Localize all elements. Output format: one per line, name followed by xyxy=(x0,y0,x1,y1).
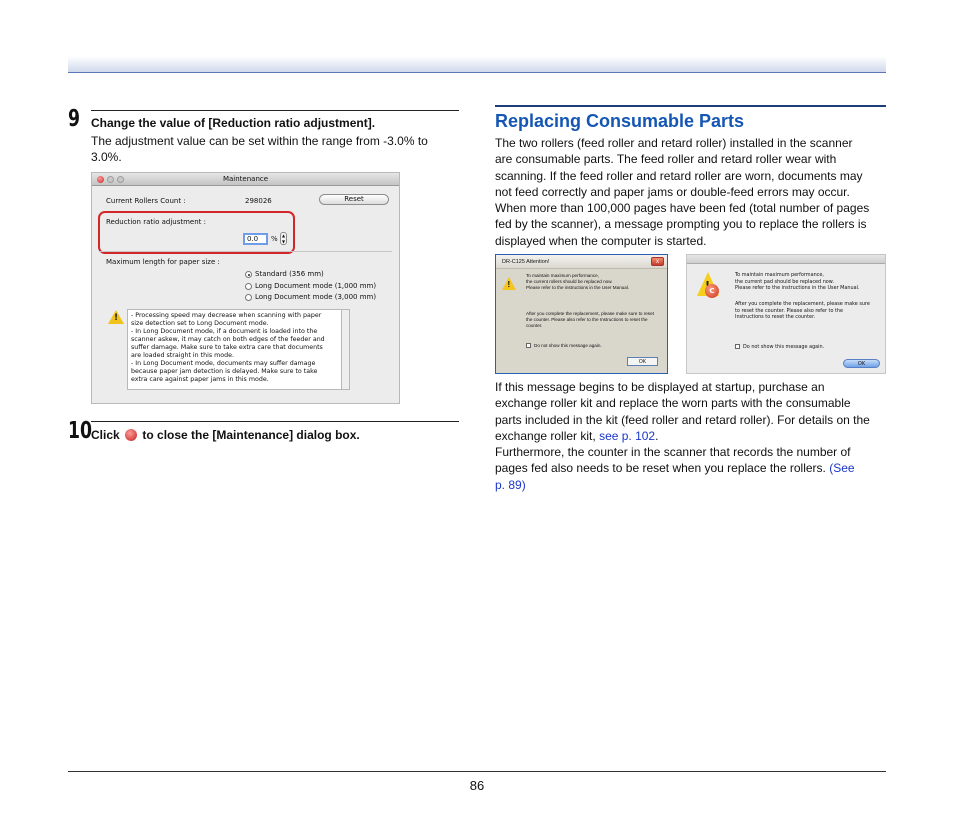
mac-message-1: To maintain maximum performance, the current pad should be replaced now. Please refer to the instructions in the User Manual. xyxy=(735,272,860,291)
option-standard: Standard (356 mm) xyxy=(255,270,324,278)
step-10-number: 10 xyxy=(68,418,93,444)
header-band xyxy=(68,56,886,73)
link-see-p89[interactable]: (See xyxy=(829,461,855,476)
ok-button[interactable]: OK xyxy=(843,359,880,368)
step-10-title: Click to close the [Maintenance] dialog box. xyxy=(91,428,360,442)
link-see-p102[interactable]: see p. 102 xyxy=(599,428,656,443)
scanner-app-icon: C xyxy=(705,284,719,298)
step-10-rule xyxy=(91,421,459,422)
close-icon[interactable]: x xyxy=(651,257,664,266)
step-9-number: 9 xyxy=(68,106,81,132)
windows-attention-dialog xyxy=(495,254,668,374)
warning-icon: ! xyxy=(502,277,516,290)
step-9-body: The adjustment value can be set within the range from -3.0% to 3.0%. xyxy=(91,134,428,165)
dont-show-label: Do not show this message again. xyxy=(743,344,825,350)
step-9-rule xyxy=(91,110,459,111)
ratio-stepper[interactable]: ▲ ▼ xyxy=(281,233,286,244)
purchase-paragraph: If this message begins to be displayed at startup, purchase an exchange roller kit and replace the worn parts with the consumable parts included in the kit (feed roller and retard roller). For details on the exchange roller kit, see p. 102. Furthermore, the counter in the scanner that records the number of pages fed also needs to be reset when you replace the rollers. (See p. 89) xyxy=(495,380,870,492)
dont-show-label: Do not show this message again. xyxy=(534,343,602,348)
page-number: 86 xyxy=(469,778,485,793)
mac-message-2: After you complete the replacement, please make sure to reset the counter. Please also refer to the Instructions to reset the counter. xyxy=(735,301,870,320)
radio-long-3000[interactable] xyxy=(245,294,252,301)
option-long-1000: Long Document mode (1,000 mm) xyxy=(255,282,377,290)
step-9-title: Change the value of [Reduction ratio adjustment]. xyxy=(91,116,376,130)
ratio-label: Reduction ratio adjustment : xyxy=(106,218,206,226)
maintenance-title-bar xyxy=(92,173,399,186)
note-scrollbar[interactable] xyxy=(341,309,350,390)
max-length-label: Maximum length for paper size : xyxy=(106,258,220,266)
intro-paragraph: The two rollers (feed roller and retard roller) installed in the scanner are consumable parts. The feed roller and retard roller wear with scanning. If the feed roller and retard roller are worn, documents may not feed correctly and paper jams or double-feed errors may occur. When more than 100,000 pages have been fed (total number of pages fed by the scanner), a message prompting you to replace the rollers is displayed when the computer is started. xyxy=(495,136,870,248)
section-title: Replacing Consumable Parts xyxy=(495,111,745,131)
reset-button[interactable]: Reset xyxy=(319,194,389,205)
divider xyxy=(100,251,392,252)
windows-message-1: To maintain maximum performance, the current rollers should be replaced now. Please refer to the instructions in the User Manual. xyxy=(526,273,630,290)
windows-title-bar: DR-C125 Attention! x xyxy=(496,255,667,269)
option-long-3000: Long Document mode (3,000 mm) xyxy=(255,293,377,301)
ok-button[interactable]: OK xyxy=(627,357,658,366)
maintenance-title: Maintenance xyxy=(222,175,269,183)
ratio-unit: % xyxy=(271,235,278,243)
maintenance-dialog xyxy=(91,172,400,404)
zoom-icon[interactable] xyxy=(117,176,124,183)
link-see-p89-cont[interactable]: p. 89) xyxy=(495,477,526,492)
warning-icon: ! xyxy=(108,310,124,324)
section-rule xyxy=(495,105,886,107)
windows-message-2: After you complete the replacement, please make sure to reset the counter. Please also refer to the Instructions to reset the counter. xyxy=(526,311,654,328)
close-icon[interactable] xyxy=(97,176,104,183)
mac-attention-dialog xyxy=(686,254,886,374)
ratio-input[interactable]: 0.0 xyxy=(243,233,268,245)
minimize-icon[interactable] xyxy=(107,176,114,183)
close-button-icon xyxy=(125,429,137,441)
footer-rule xyxy=(68,771,886,772)
dont-show-checkbox[interactable] xyxy=(735,344,740,349)
radio-long-1000[interactable] xyxy=(245,283,252,290)
radio-standard[interactable] xyxy=(245,271,252,278)
current-rollers-value: 298026 xyxy=(245,197,272,205)
dont-show-checkbox[interactable] xyxy=(526,343,531,348)
current-rollers-label: Current Rollers Count : xyxy=(106,197,186,205)
mac-alert-title-bar xyxy=(687,255,885,264)
note-box: - Processing speed may decrease when scanning with paper size detection set to Long Document mode. - In Long Document mode, if a document is loaded into the scanner askew, it may catch on both edges of the feeder and suffer damage. Make sure to take extra care that documents are loaded straight in this mode. - In Long Document mode, documents may suffer damage because paper jam detection is delayed. Make sure to take extra care against paper jams in this mode. xyxy=(127,309,350,390)
